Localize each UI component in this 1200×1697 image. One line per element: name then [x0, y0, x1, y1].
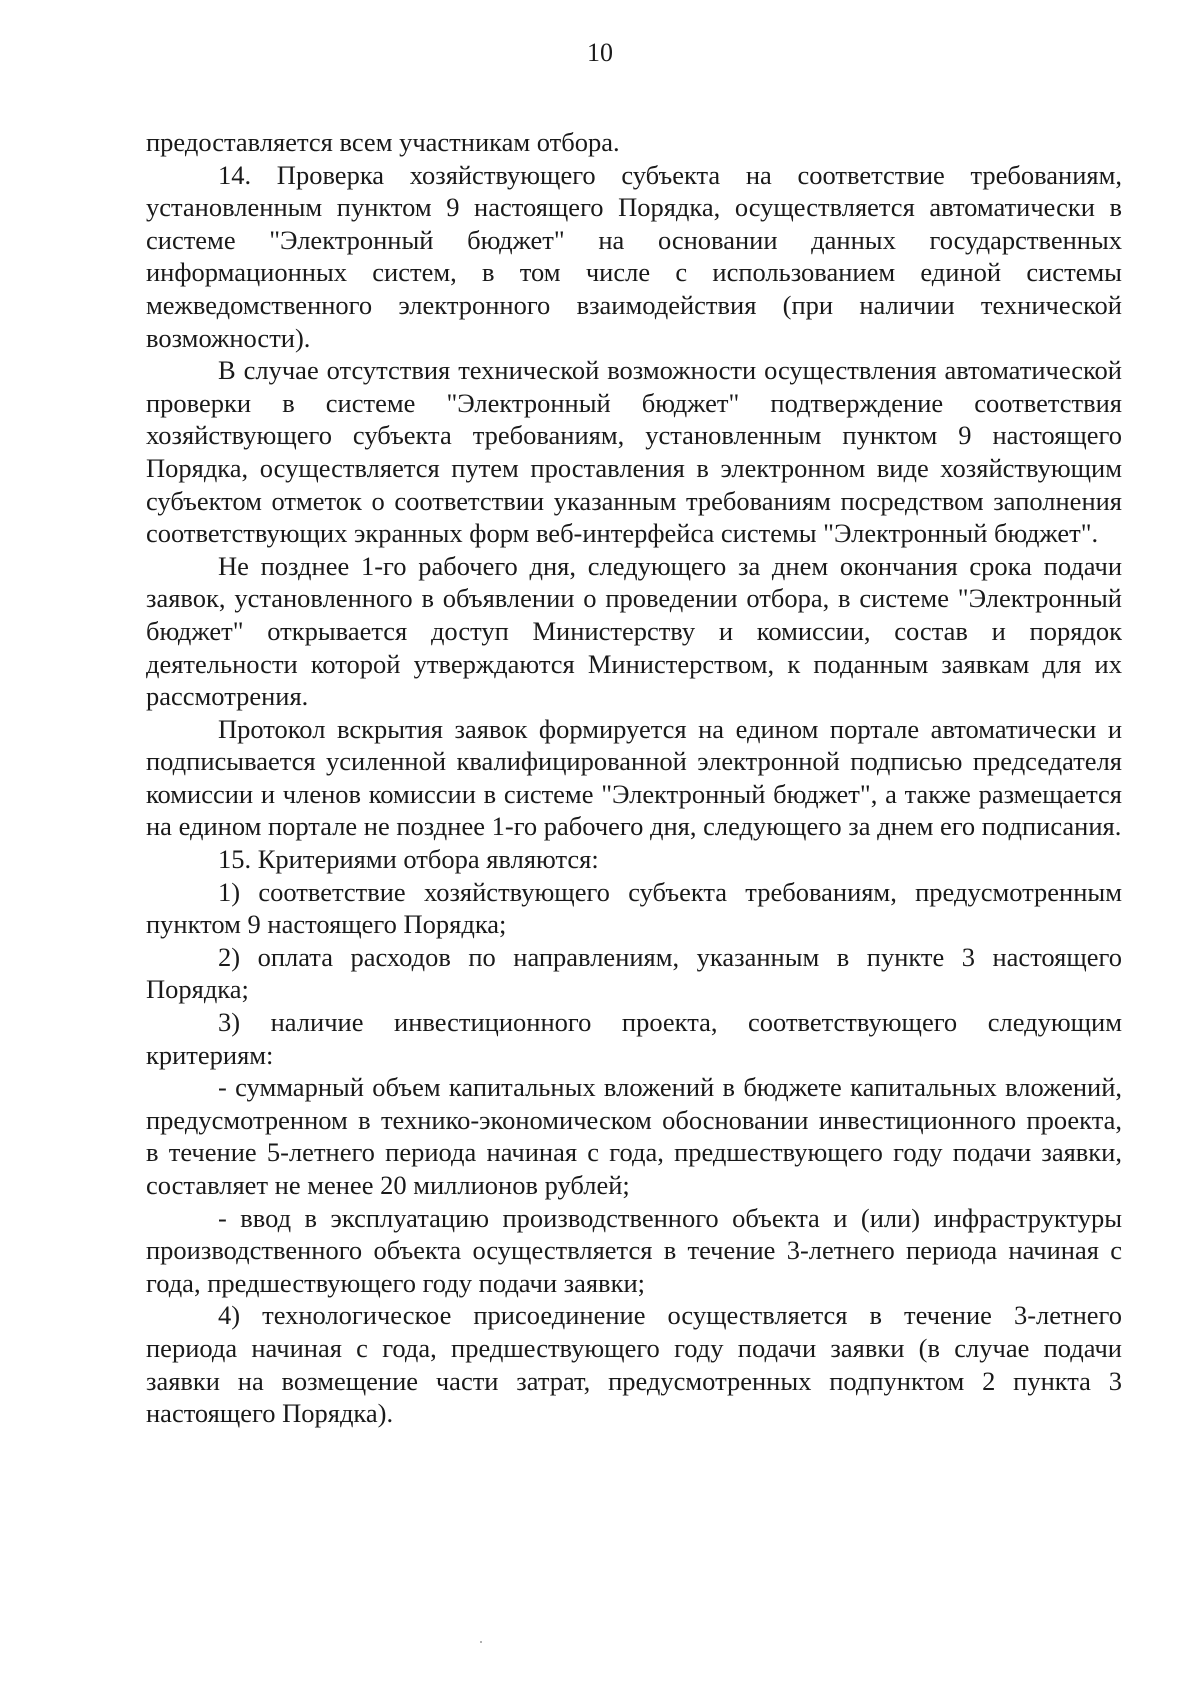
paragraph-continuation: предоставляется всем участникам отбора.	[146, 127, 620, 157]
paragraph-14: 14. Проверка хозяйствующего субъекта на соответствие требованиям, установленным пунктом 9 настоящего Порядка, осуществляется автоматически в системе "Электронный бюджет" на основании данных государственных информационных систем, в том числе с использованием единой системы межведомственного электронного взаимодействия (при наличии технической возможности).	[146, 159, 1122, 353]
paragraph-15-heading: 15. Критериями отбора являются:	[218, 844, 599, 875]
criterion-3-item-commissioning: - ввод в эксплуатацию производственного объекта и (или) инфраструктуры производственного объекта осуществляется в течение 3-летнего периода начиная с года, предшествующего году подачи заявки;	[146, 1202, 1122, 1298]
document-body	[146, 126, 1122, 1430]
paragraph-no-technical-possibility: В случае отсутствия технической возможности осуществления автоматической проверки в системе "Электронный бюджет" подтверждение соответствия хозяйствующего субъекта требованиям, установленным пунктом 9 настоящего Порядка, осуществляется путем проставления в электронном виде хозяйствующим субъектом отметок о соответствии указанным требованиям посредством заполнения соответствующих экранных форм веб-интерфейса системы "Электронный бюджет".	[146, 355, 1122, 549]
scan-speck	[480, 1641, 482, 1643]
criterion-3: 3) наличие инвестиционного проекта, соответствующего следующим критериям:	[146, 1007, 1122, 1070]
criterion-2: 2) оплата расходов по направлениям, указанным в пункте 3 настоящего Порядка;	[146, 941, 1122, 1005]
criterion-1: 1) соответствие хозяйствующего субъекта требованиям, предусмотренным пунктом 9 настоящего Порядка;	[146, 876, 1122, 940]
criterion-4: 4) технологическое присоединение осуществляется в течение 3-летнего периода начиная с года, предшествующего году подачи заявки (в случае подачи заявки на возмещение части затрат, предусмотренных подпунктом 2 пункта 3 настоящего Порядка).	[146, 1300, 1122, 1429]
paragraph-opening-protocol: Протокол вскрытия заявок формируется на едином портале автоматически и подписывается усиленной квалифицированной электронной подписью председателя комиссии и членов комиссии в системе "Электронный бюджет", а также размещается на едином портале не позднее 1-го рабочего дня, следующего за днем его подписания.	[146, 713, 1122, 842]
page-number: 10	[587, 38, 613, 67]
paragraph-access-opening: Не позднее 1-го рабочего дня, следующего за днем окончания срока подачи заявок, установленного в объявлении о проведении отбора, в системе "Электронный бюджет" открывается доступ Министерству и комиссии, состав и порядок деятельности которой утверждаются Министерством, к поданным заявкам для их рассмотрения.	[146, 550, 1122, 712]
criterion-3-item-capital-investment: - суммарный объем капитальных вложений в бюджете капитальных вложений, предусмотренном в технико-экономическом обосновании инвестиционного проекта, в течение 5-летнего периода начиная с года, предшествующего году подачи заявки, составляет не менее 20 миллионов рублей;	[146, 1072, 1122, 1200]
